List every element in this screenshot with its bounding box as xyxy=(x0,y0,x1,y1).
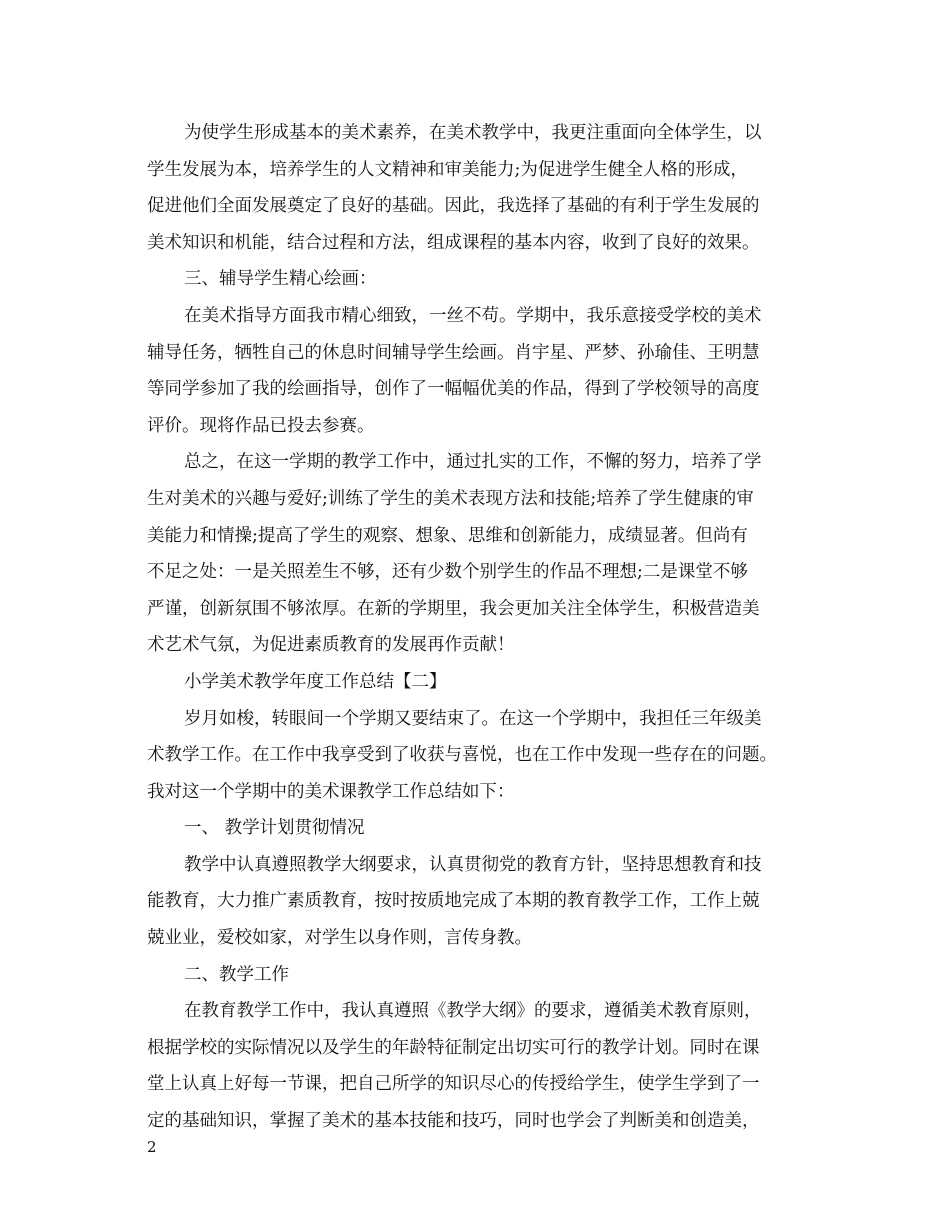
text-line: 等同学参加了我的绘画指导，创作了一幅幅优美的作品，得到了学校领导的高度 xyxy=(147,379,760,400)
text-line: 为使学生形成基本的美术素养，在美术教学中，我更注重面向全体学生，以 xyxy=(184,123,762,143)
text-line: 能教育，大力推广素质教育，按时按质地完成了本期的教育教学工作，工作上兢 xyxy=(147,891,760,912)
text-line: 促进他们全面发展奠定了良好的基础。因此，我选择了基础的有利于学生发展的 xyxy=(147,196,760,217)
text-line: 美术知识和机能，结合过程和方法，组成课程的基本内容，收到了良好的效果。 xyxy=(147,232,760,253)
text-line: 美能力和情操;提高了学生的观察、想象、思维和创新能力，成绩显著。但尚有 xyxy=(147,525,748,546)
text-line: 一、 教学计划贯彻情况 xyxy=(184,818,365,839)
text-line: 在美术指导方面我市精心细致，一丝不苟。学期中，我乐意接受学校的美术 xyxy=(184,305,762,326)
text-line: 定的基础知识，掌握了美术的基本技能和技巧，同时也学会了判断美和创造美， xyxy=(147,1111,760,1132)
text-line: 岁月如梭，转眼间一个学期又要结束了。在这一个学期中，我担任三年级美 xyxy=(184,708,762,729)
text-line: 严谨，创新氛围不够浓厚。在新的学期里，我会更加关注全体学生，积极营造美 xyxy=(147,598,760,619)
text-line: 兢业业，爱校如家，对学生以身作则，言传身教。 xyxy=(147,928,532,949)
page-number: 2 xyxy=(147,1138,157,1156)
text-line: 三、辅导学生精心绘画： xyxy=(184,269,377,290)
text-line: 二、教学工作 xyxy=(184,964,289,985)
text-line: 堂上认真上好每一节课，把自己所学的知识尽心的传授给学生，使学生学到了一 xyxy=(147,1074,760,1095)
text-line: 不足之处：一是关照差生不够，还有少数个别学生的作品不理想;二是课堂不够 xyxy=(147,562,748,583)
text-line: 根据学校的实际情况以及学生的年龄特征制定出切实可行的教学计划。同时在课 xyxy=(147,1037,760,1058)
text-line: 评价。现将作品已投去参赛。 xyxy=(147,415,375,436)
text-line: 小学美术教学年度工作总结【二】 xyxy=(184,671,447,692)
text-line: 术艺术气氛，为促进素质教育的发展再作贡献！ xyxy=(147,635,515,656)
body-text xyxy=(147,115,815,1140)
text-line: 生对美术的兴趣与爱好;训练了学生的美术表现方法和技能;培养了学生健康的审 xyxy=(147,488,754,509)
text-line: 我对这一个学期中的美术课教学工作总结如下： xyxy=(147,781,515,802)
text-line: 术教学工作。在工作中我享受到了收获与喜悦，也在工作中发现一些存在的问题。 xyxy=(147,745,777,766)
text-line: 学生发展为本，培养学生的人文精神和审美能力;为促进学生健全人格的形成， xyxy=(147,159,748,180)
text-line: 辅导任务，牺牲自己的休息时间辅导学生绘画。肖宇星、严梦、孙瑜佳、王明慧 xyxy=(147,342,760,363)
text-line: 总之，在这一学期的教学工作中，通过扎实的工作，不懈的努力，培养了学 xyxy=(184,452,762,473)
text-line: 教学中认真遵照教学大纲要求，认真贯彻党的教育方针，坚持思想教育和技 xyxy=(184,854,762,875)
text-line: 在教育教学工作中，我认真遵照《教学大纲》的要求，遵循美术教育原则， xyxy=(184,1001,762,1022)
